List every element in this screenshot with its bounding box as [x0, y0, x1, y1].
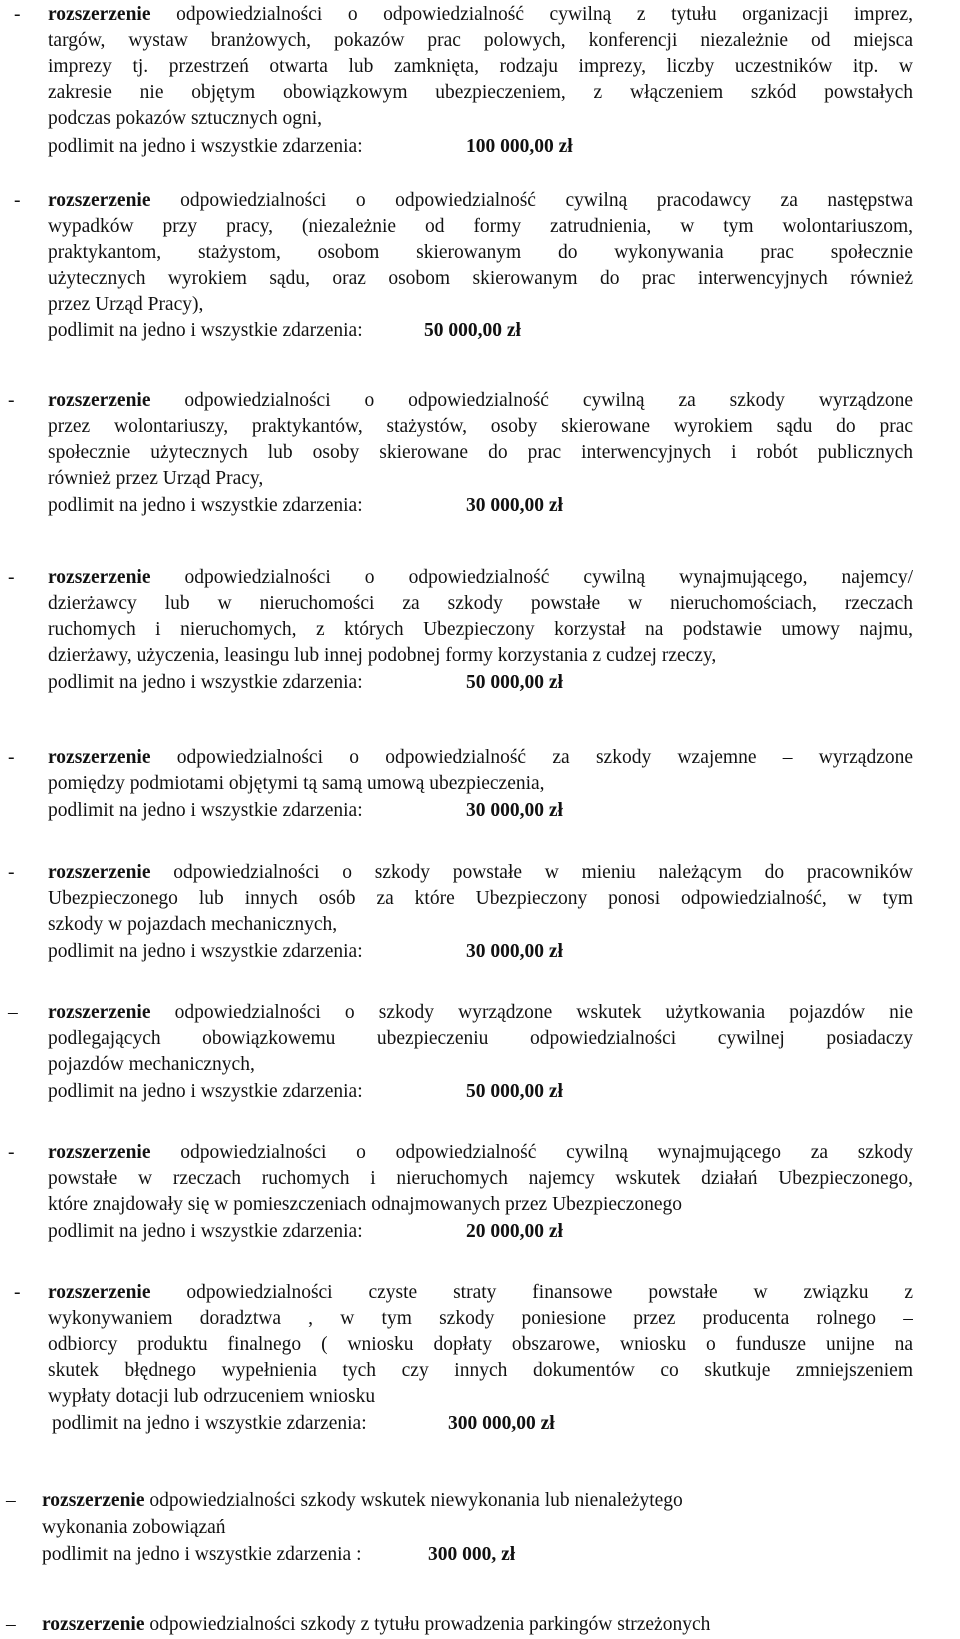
- clause-keyword: rozszerzenie: [48, 190, 151, 211]
- clause-first-line: [48, 1000, 913, 1026]
- clause-line: wykonania zobowiązań: [42, 1517, 226, 1538]
- clause-line: szkody w pojazdach mechanicznych,: [48, 914, 338, 935]
- clause-line: imprezy tj. przestrzeń otwarta lub zamknięta, rodzaju imprezy, liczby uczestników itp. w: [48, 56, 913, 77]
- clause-line: społecznie użytecznych lub osoby skierowane do prac interwencyjnych i robót publicznych: [48, 442, 913, 463]
- clause-line: również przez Urząd Pracy,: [48, 468, 264, 489]
- clause-text: odpowiedzialności czyste straty finansowe powstałe w związku z: [186, 1282, 913, 1303]
- limit-amount: 50 000,00 zł: [466, 672, 563, 693]
- clause-first-line: [48, 745, 913, 771]
- bullet-dash: -: [14, 1282, 21, 1303]
- limit-amount: 20 000,00 zł: [466, 1221, 563, 1242]
- limit-label: podlimit na jedno i wszystkie zdarzenia:: [48, 136, 363, 157]
- clause-keyword: rozszerzenie: [48, 567, 151, 588]
- clause-line: podlegających obowiązkowemu ubezpieczeniu odpowiedzialności cywilnej posiadaczy: [48, 1028, 913, 1049]
- clause-first-line: [48, 1280, 913, 1306]
- limit-label: podlimit na jedno i wszystkie zdarzenia:: [48, 800, 363, 821]
- limit-label: podlimit na jedno i wszystkie zdarzenia:: [48, 320, 363, 341]
- clause-line: Ubezpieczonego lub innych osób za które Ubezpieczony ponosi odpowiedzialność, w tym: [48, 888, 913, 909]
- clause-text: odpowiedzialności szkody z tytułu prowadzenia parkingów strzeżonych: [149, 1614, 711, 1635]
- clause-first-line: [48, 2, 913, 28]
- clause-keyword: rozszerzenie: [48, 4, 151, 25]
- clause-text: odpowiedzialności o odpowiedzialność cywilną z tytułu organizacji imprez,: [176, 4, 913, 25]
- clause-text: odpowiedzialności o odpowiedzialność za szkody wzajemne – wyrządzone: [176, 747, 913, 768]
- limit-amount: 300 000, zł: [428, 1544, 516, 1565]
- clause-keyword: rozszerzenie: [48, 1002, 151, 1023]
- clause-line: ruchomych i nieruchomych, z których Ubezpieczony korzystał na podstawie umowy najmu,: [48, 619, 913, 640]
- clause-line: odbiorcy produktu finalnego ( wniosku dopłaty obszarowe, wniosku o fundusze unijne na: [48, 1334, 913, 1355]
- limit-amount: 50 000,00 zł: [466, 1081, 563, 1102]
- clause-text: odpowiedzialności szkody wskutek niewykonania lub nienależytego: [149, 1490, 683, 1511]
- bullet-dash: -: [8, 862, 15, 883]
- clause-first-line: [48, 388, 913, 414]
- limit-label: podlimit na jedno i wszystkie zdarzenia:: [48, 495, 363, 516]
- clause-text: odpowiedzialności o odpowiedzialność cywilną wynajmującego za szkody: [180, 1142, 913, 1163]
- limit-amount: 30 000,00 zł: [466, 941, 563, 962]
- clause-line: użytecznych wyrokiem sądu, oraz osobom skierowanym do prac interwencyjnych również: [48, 268, 913, 289]
- clause-text: odpowiedzialności o odpowiedzialność cywilną pracodawcy za następstwa: [180, 190, 913, 211]
- clause-keyword: rozszerzenie: [48, 390, 151, 411]
- limit-amount: 30 000,00 zł: [466, 800, 563, 821]
- clause-line: dzierżawcy lub w nieruchomości za szkody powstałe w nieruchomościach, rzeczach: [48, 593, 913, 614]
- clause-first-line: [48, 860, 913, 886]
- limit-amount: 50 000,00 zł: [424, 320, 521, 341]
- limit-label: podlimit na jedno i wszystkie zdarzenia:: [52, 1413, 367, 1434]
- clause-line: podczas pokazów sztucznych ogni,: [48, 108, 322, 129]
- clause-line: które znajdowały się w pomieszczeniach odnajmowanych przez Ubezpieczonego: [48, 1194, 683, 1215]
- limit-label: podlimit na jedno i wszystkie zdarzenia:: [48, 1221, 363, 1242]
- bullet-dash: -: [14, 4, 21, 25]
- clause-line: powstałe w rzeczach ruchomych i nieruchomych najemcy wskutek działań Ubezpieczonego,: [48, 1168, 913, 1189]
- clause-first-line: [48, 565, 913, 591]
- clause-line: pojazdów mechanicznych,: [48, 1054, 255, 1075]
- clause-line: przez Urząd Pracy),: [48, 294, 204, 315]
- clause-line: praktykantom, stażystom, osobom skierowanym do wykonywania prac społecznie: [48, 242, 913, 263]
- clause-line: wypadków przy pracy, (niezależnie od formy zatrudnienia, w tym wolontariuszom,: [48, 216, 913, 237]
- bullet-dash: –: [6, 1490, 16, 1511]
- bullet-dash: –: [8, 1002, 18, 1023]
- clause-text: odpowiedzialności o szkody wyrządzone wskutek użytkowania pojazdów nie: [174, 1002, 913, 1023]
- bullet-dash: -: [14, 190, 21, 211]
- clause-first-line: [42, 1488, 683, 1514]
- bullet-dash: -: [8, 567, 15, 588]
- clause-text: odpowiedzialności o odpowiedzialność cywilną za szkody wyrządzone: [184, 390, 913, 411]
- clause-keyword: rozszerzenie: [48, 1142, 151, 1163]
- limit-amount: 100 000,00 zł: [466, 136, 573, 157]
- clause-first-line: [42, 1612, 710, 1638]
- limit-amount: 300 000,00 zł: [448, 1413, 555, 1434]
- clause-keyword: rozszerzenie: [42, 1490, 145, 1511]
- clause-line: pomiędzy podmiotami objętymi tą samą umową ubezpieczenia,: [48, 773, 545, 794]
- clause-line: zakresie nie objętym obowiązkowym ubezpieczeniem, z włączeniem szkód powstałych: [48, 82, 913, 103]
- limit-label: podlimit na jedno i wszystkie zdarzenia :: [42, 1544, 362, 1565]
- limit-label: podlimit na jedno i wszystkie zdarzenia:: [48, 672, 363, 693]
- limit-label: podlimit na jedno i wszystkie zdarzenia:: [48, 941, 363, 962]
- bullet-dash: -: [8, 1142, 15, 1163]
- clause-text: odpowiedzialności o odpowiedzialność cywilną wynajmującego, najemcy/: [184, 567, 913, 588]
- clause-keyword: rozszerzenie: [48, 747, 151, 768]
- clause-text: odpowiedzialności o szkody powstałe w mieniu należącym do pracowników: [173, 862, 913, 883]
- limit-label: podlimit na jedno i wszystkie zdarzenia:: [48, 1081, 363, 1102]
- clause-line: skutek błędnego wypełnienia tych czy innych dokumentów co skutkuje zmniejszeniem: [48, 1360, 913, 1381]
- clause-keyword: rozszerzenie: [48, 862, 151, 883]
- clause-first-line: [48, 1140, 913, 1166]
- clause-line: wypłaty dotacji lub odrzuceniem wniosku: [48, 1386, 376, 1407]
- clause-keyword: rozszerzenie: [42, 1614, 145, 1635]
- clause-line: wykonywaniem doradztwa , w tym szkody poniesione przez producenta rolnego –: [48, 1308, 913, 1329]
- bullet-dash: –: [6, 1614, 16, 1635]
- bullet-dash: -: [8, 390, 15, 411]
- clause-line: targów, wystaw branżowych, pokazów prac polowych, konferencji niezależnie od miejsca: [48, 30, 913, 51]
- limit-amount: 30 000,00 zł: [466, 495, 563, 516]
- clause-keyword: rozszerzenie: [48, 1282, 151, 1303]
- clause-line: przez wolontariuszy, praktykantów, stażystów, osoby skierowane wyrokiem sądu do prac: [48, 416, 913, 437]
- clause-line: dzierżawy, użyczenia, leasingu lub innej podobnej formy korzystania z cudzej rzeczy,: [48, 645, 717, 666]
- bullet-dash: -: [8, 747, 15, 768]
- clause-first-line: [48, 188, 913, 214]
